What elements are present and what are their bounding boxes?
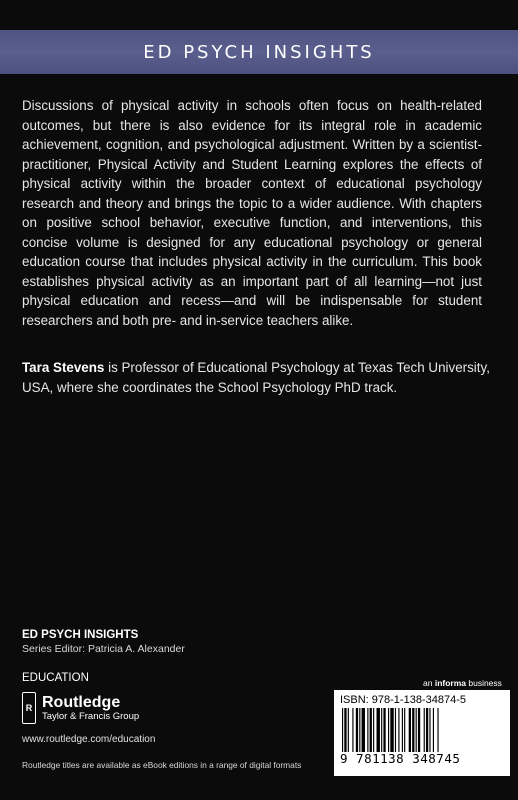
routledge-logo-icon: R bbox=[22, 692, 36, 724]
footer-series-name: ED PSYCH INSIGHTS bbox=[22, 629, 139, 641]
barcode-digits: 9 781138 348745 bbox=[340, 751, 461, 766]
author-bio bbox=[22, 358, 492, 397]
informa-brand: informa bbox=[434, 678, 466, 688]
footer-info bbox=[22, 629, 322, 745]
subject-category: EDUCATION bbox=[22, 672, 89, 684]
isbn-label: ISBN: 978-1-138-34874-5 bbox=[340, 694, 466, 706]
author-bio-text: is Professor of Educational Psychology at Texas Tech University, USA, where she coordinates the School Psychology PhD track. bbox=[22, 360, 490, 395]
informa-prefix: an bbox=[423, 678, 435, 688]
series-title: ED PSYCH INSIGHTS bbox=[143, 41, 375, 63]
informa-business bbox=[423, 678, 502, 688]
series-banner bbox=[0, 30, 518, 74]
series-editor: Series Editor: Patricia A. Alexander bbox=[22, 643, 185, 655]
ebook-note: Routledge titles are available as eBook editions in a range of digital formats bbox=[22, 760, 302, 770]
barcode-box bbox=[334, 690, 510, 776]
book-description: Discussions of physical activity in schools often focus on health-related outcomes, but there is also evidence for its integral role in academic achievement, cognition, and psychological adjustment. Written by a scientist-practitioner, Physical Activity and Student Learning explores the effects of physical activity within the broader context of educational psychology research and theory and brings the topic to a wider audience. With chapters on positive school behavior, executive function, and interventions, this concise volume is designed for any educational psychology or general education course that includes physical activity in the curriculum. This book establishes physical activity as an important part of all learning—not just physical education and recess—and will be indispensable for student researchers and both pre- and in-service teachers alike. bbox=[22, 98, 482, 328]
publisher-url: www.routledge.com/education bbox=[22, 734, 156, 745]
barcode-icon bbox=[340, 708, 504, 752]
author-name: Tara Stevens bbox=[22, 360, 105, 375]
informa-suffix: business bbox=[466, 678, 502, 688]
publisher-logo bbox=[22, 692, 322, 724]
publisher-name: Routledge bbox=[42, 693, 121, 711]
publisher-group: Taylor & Francis Group bbox=[42, 710, 140, 722]
publisher-logo-text bbox=[42, 694, 139, 723]
